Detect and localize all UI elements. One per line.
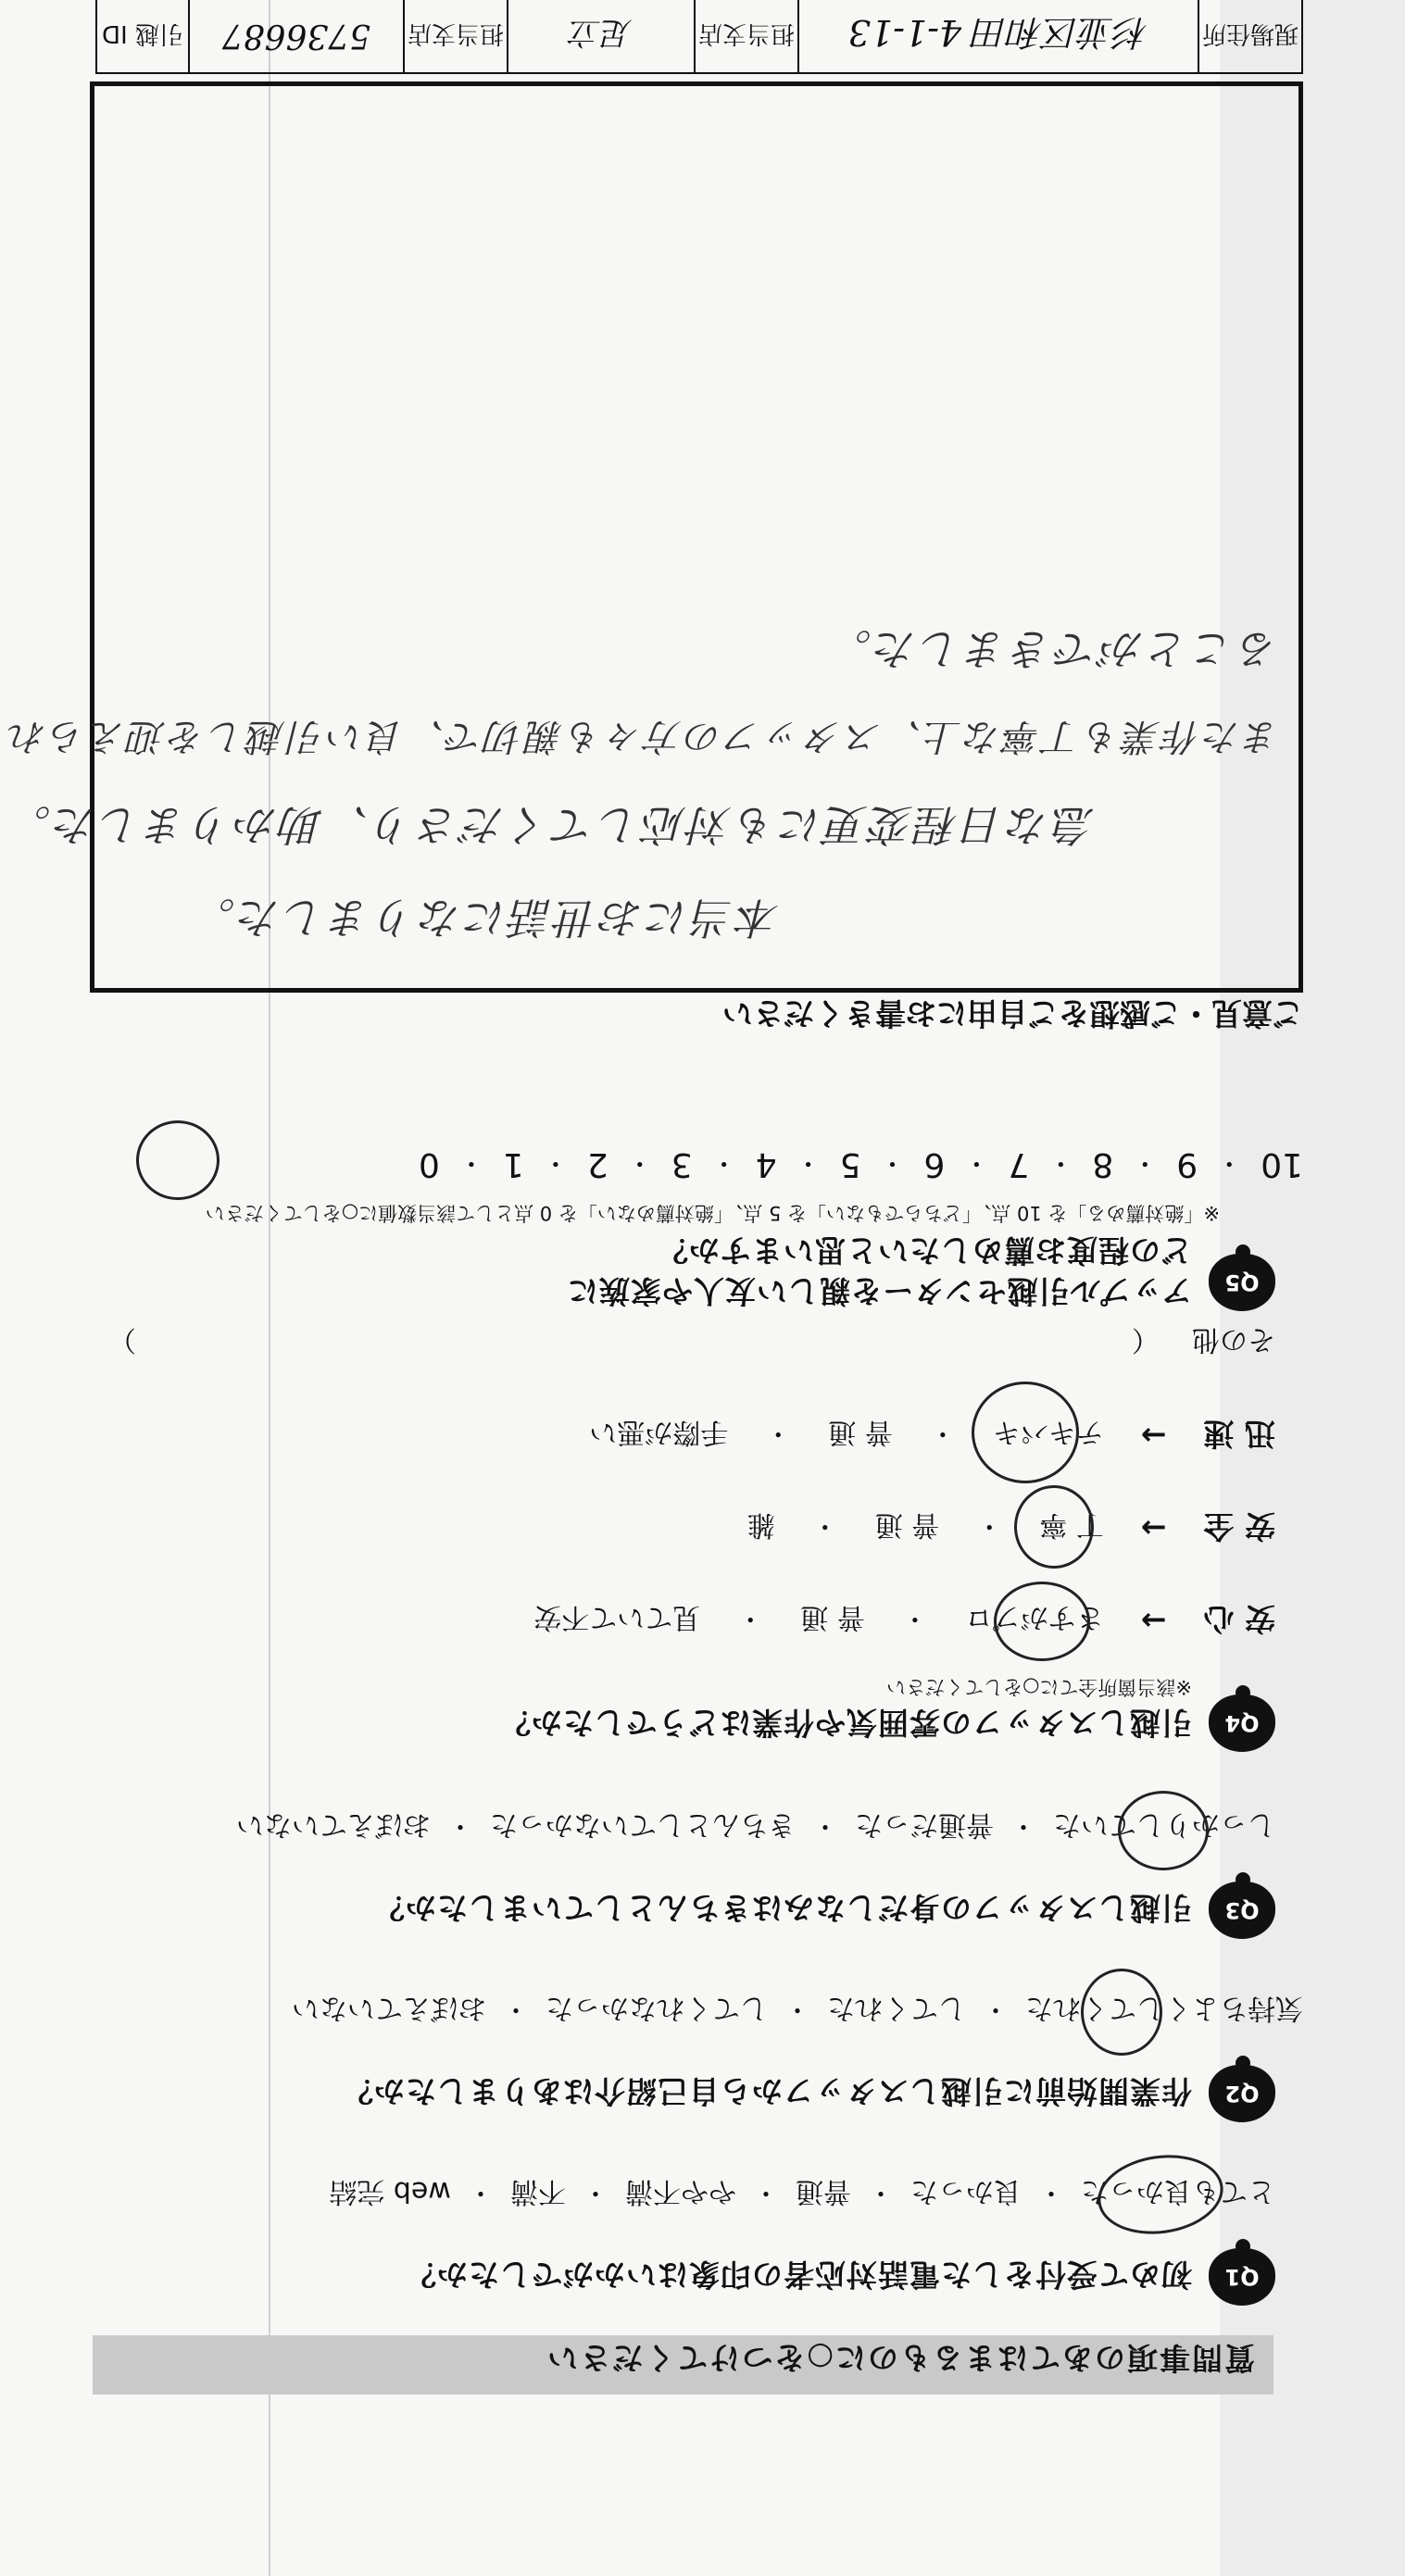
q3-question: 引越しスタッフの身だしなみはきちんとしていましたか？ <box>373 1890 1192 1926</box>
q5-question-line2: どの程度お薦めしたいと思いますか？ <box>657 1232 1192 1269</box>
footer-table <box>95 0 1303 74</box>
q4-anshin-option-3[interactable]: 見ていて不安 <box>533 1601 701 1634</box>
q2-answer-circle <box>1081 1969 1162 2056</box>
q5-question-line1: アップル引越センターを親しい友人や家族に <box>566 1273 1192 1309</box>
q3-option-2[interactable]: 普通だった <box>854 1808 994 1841</box>
q1-option-2[interactable]: 良かった <box>909 2175 1022 2207</box>
q4-anzen-option-2[interactable]: 普 通 <box>874 1508 940 1542</box>
q3-badge: Q3 <box>1209 1882 1275 1939</box>
q2-options: 気持ちよくしてくれた ・ してくれた ・ してくれなかった ・ おぼえていない <box>292 1991 1303 2032</box>
q5-note: ※「絶対薦める」を 10 点、「どちらでもない」を 5 点、「絶対薦めない」を 0 点として該当数値に○をしてください <box>205 1202 1220 1224</box>
q4-row-label: 迅 速 <box>1203 1416 1275 1452</box>
q4-row-jinsoku: 迅 速 → テキパキ ・ 普 通 ・ 手際が悪い <box>589 1414 1275 1457</box>
dest-label-cell: 現場住所 <box>1198 0 1301 72</box>
q4-jinsoku-option-2[interactable]: 普 通 <box>828 1416 893 1449</box>
score-10[interactable]: 10 <box>1261 1145 1303 1183</box>
score-5[interactable]: 5 <box>839 1145 861 1183</box>
id-label-cell: 引越 ID <box>102 19 183 48</box>
q4-anshin-option-1[interactable]: さすがプロ <box>964 1601 1104 1634</box>
q3-option-4[interactable]: おぼえていない <box>235 1808 431 1841</box>
q1-option-4[interactable]: やや不満 <box>624 2175 736 2207</box>
score-7[interactable]: 7 <box>1008 1145 1030 1183</box>
branch-header-cell: 担当支店 <box>403 0 507 72</box>
q4-jinsoku-option-3[interactable]: 手際が悪い <box>589 1416 729 1449</box>
handwritten-line-2: 急な日程変更にも対応してくださり、助かりました。 <box>6 800 1095 850</box>
q3-option-1[interactable]: しっかりしていた <box>1053 1808 1275 1841</box>
q4-anzen-answer-circle <box>1014 1485 1094 1569</box>
score-1[interactable]: 1 <box>502 1145 524 1183</box>
q2-badge: Q2 <box>1209 2065 1275 2122</box>
id-value-cell: 5736687 <box>188 0 403 72</box>
q4-anzen-option-1[interactable]: 丁 寧 <box>1039 1508 1104 1542</box>
handwritten-line-1: 本当にお世話になりました。 <box>190 893 780 943</box>
q4-other-label: その他 <box>1192 1323 1275 1356</box>
q4-badge: Q4 <box>1209 1694 1275 1752</box>
handwritten-line-3: また作業も丁寧な上、スタッフの方々も親切で、良い引越しを迎えられ <box>6 715 1280 757</box>
q2-question: 作業開始前に引越しスタッフから自己紹介はありましたか？ <box>342 2073 1192 2109</box>
instruction-text: 質問事項のあてはまるものに○をつけてください <box>546 2340 1255 2376</box>
q5-score-scale: 10 ・ 9 ・ 8 ・ 7 ・ 6 ・ 5 ・ 4 ・ 3 ・ 2 ・ 1 ・ 0 <box>418 1145 1303 1183</box>
branch-value-cell: 足立 <box>507 0 694 72</box>
dest-value-cell: 杉並区和田 4-1-13 <box>797 0 1198 72</box>
score-0[interactable]: 0 <box>418 1145 440 1183</box>
q3-answer-circle <box>1118 1791 1209 1870</box>
q4-anshin-option-2[interactable]: 普 通 <box>800 1601 865 1634</box>
q1-option-3[interactable]: 普通 <box>795 2175 851 2207</box>
handwritten-line-4: ることができました。 <box>826 624 1280 674</box>
q4-row-label: 安 全 <box>1203 1508 1275 1544</box>
score-9[interactable]: 9 <box>1176 1145 1198 1183</box>
q4-question: 引越しスタッフの雰囲気や作業はどうでしたか？ <box>499 1705 1192 1741</box>
q3-options: しっかりしていた ・ 普通だった ・ きちんとしていなかった ・ おぼえていない <box>236 1807 1275 1848</box>
q1-option-5[interactable]: 不満 <box>509 2175 566 2207</box>
q3-option-3[interactable]: きちんとしていなかった <box>489 1808 796 1841</box>
comments-box[interactable] <box>6 81 1303 993</box>
score-6[interactable]: 6 <box>923 1145 946 1183</box>
q2-option-1[interactable]: 気持ちよくしてくれた <box>1025 1992 1303 2024</box>
q4-anshin-answer-circle <box>994 1582 1090 1661</box>
q1-option-6[interactable]: web 完結 <box>329 2175 451 2207</box>
score-2[interactable]: 2 <box>586 1145 608 1183</box>
q4-note: ※該当箇所全てに○をしてください <box>886 1676 1192 1698</box>
score-8[interactable]: 8 <box>1092 1145 1114 1183</box>
instruction-banner <box>93 2335 1273 2395</box>
comments-label: ご意見・ご感想をご自由にお書きください <box>722 995 1303 1032</box>
q1-option-1[interactable]: とても良かった <box>1081 2175 1275 2207</box>
score-4[interactable]: 4 <box>755 1145 777 1183</box>
q2-option-4[interactable]: おぼえていない <box>291 1992 486 2024</box>
q1-answer-circle <box>1093 2147 1228 2242</box>
q5-badge: Q5 <box>1209 1254 1275 1311</box>
q4-jinsoku-option-1[interactable]: テキパキ <box>992 1416 1104 1449</box>
q4-other-close: ） <box>108 1323 136 1356</box>
q4-other-row <box>108 1322 1275 1363</box>
q1-options: とても良かった ・ 良かった ・ 普通 ・ やや不満 ・ 不満 ・ web 完結 <box>329 2174 1275 2215</box>
score-3[interactable]: 3 <box>671 1145 693 1183</box>
q4-row-label: 安 心 <box>1203 1601 1275 1637</box>
q5-answer-circle <box>136 1120 220 1200</box>
q1-badge: Q1 <box>1209 2248 1275 2306</box>
branch-label-cell: 担当支店 <box>694 0 797 72</box>
q4-anzen-option-3[interactable]: 雑 <box>746 1508 775 1542</box>
q2-option-2[interactable]: してくれた <box>826 1992 966 2024</box>
q4-row-anshin: 安 心 → さすがプロ ・ 普 通 ・ 見ていて不安 <box>533 1599 1275 1643</box>
q4-other-open: （ <box>1131 1323 1160 1356</box>
q4-jinsoku-answer-circle <box>972 1382 1079 1483</box>
q1-question: 初めて受付をした電話対応者の印象はいかがでしたか？ <box>405 2257 1192 2293</box>
q4-row-anzen: 安 全 → 丁 寧 ・ 普 通 ・ 雑 <box>747 1507 1275 1550</box>
q2-option-3[interactable]: してくれなかった <box>545 1992 768 2024</box>
